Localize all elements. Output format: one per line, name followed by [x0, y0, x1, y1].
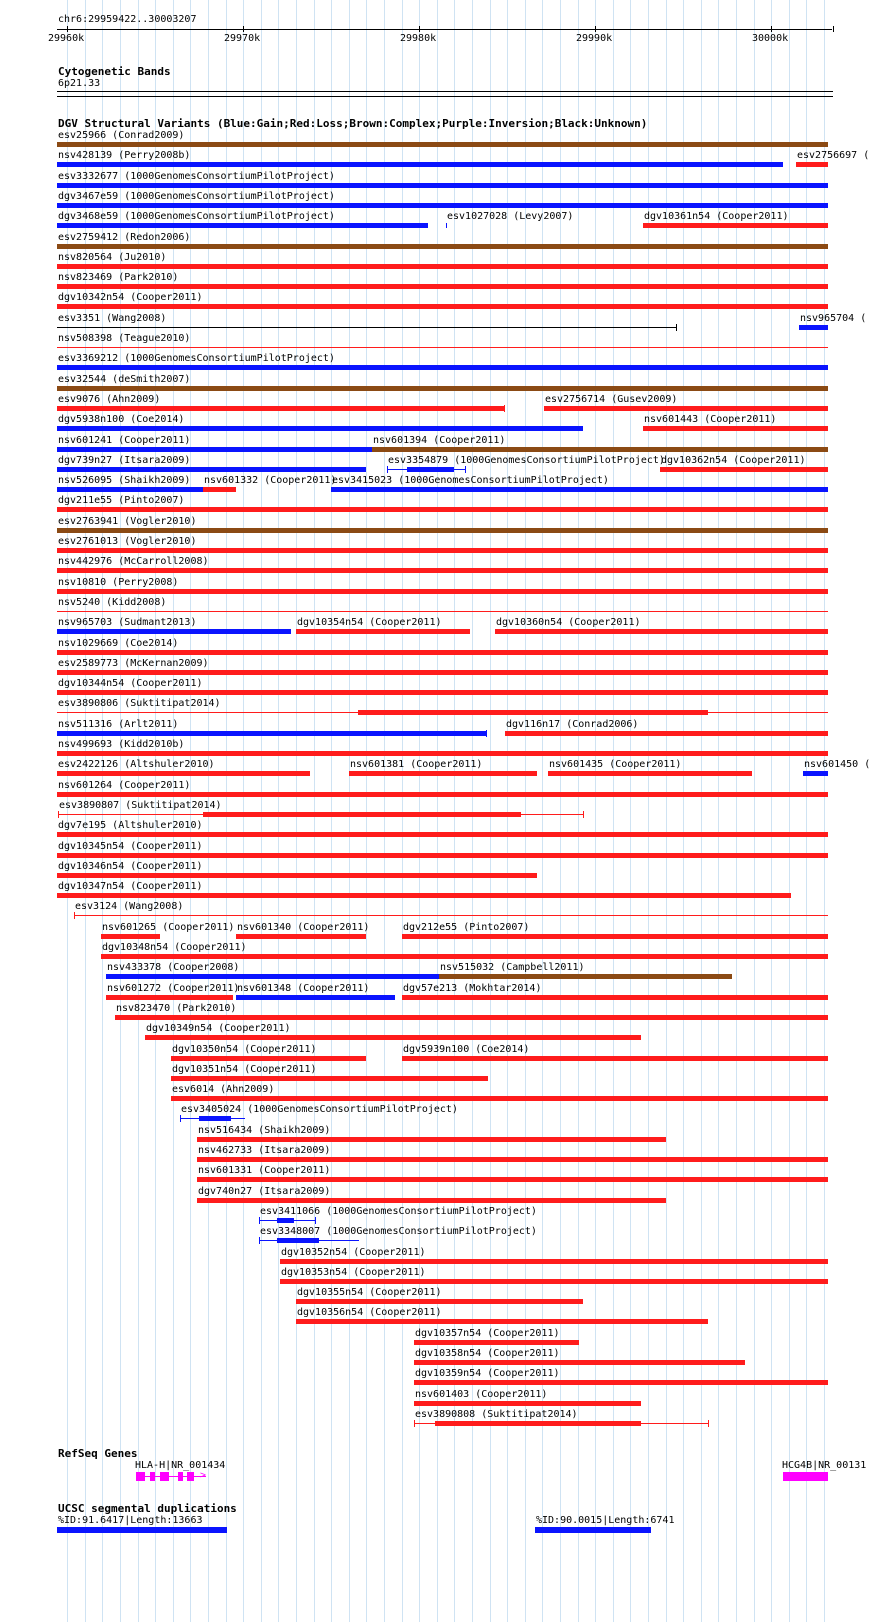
sv-label[interactable]: esv2761013 (Vogler2010) — [58, 536, 197, 547]
sv-end-cap — [583, 811, 584, 818]
sv-bar[interactable] — [197, 1177, 828, 1182]
sv-bar[interactable] — [197, 1157, 828, 1162]
sv-bar[interactable] — [296, 1319, 708, 1324]
sv-label[interactable]: esv3351 (Wang2008) — [58, 313, 167, 324]
sv-label[interactable]: dgv212e55 (Pinto2007) — [403, 922, 530, 933]
sv-label[interactable]: dgv10349n54 (Cooper2011) — [146, 1023, 291, 1034]
ruler-end-tick — [833, 26, 834, 32]
gene-intron-line[interactable] — [136, 1476, 206, 1477]
sv-start-cap — [259, 1237, 260, 1244]
sv-label[interactable]: dgv3468e59 (1000GenomesConsortiumPilotProject) — [58, 211, 335, 222]
sv-label[interactable]: esv3411066 (1000GenomesConsortiumPilotProject) — [260, 1206, 537, 1217]
sv-label[interactable]: esv3124 (Wang2008) — [75, 901, 184, 912]
sv-bar[interactable] — [106, 995, 233, 1000]
ruler-tick — [771, 26, 772, 32]
sv-bar[interactable] — [280, 1279, 828, 1284]
sv-label[interactable]: dgv10356n54 (Cooper2011) — [297, 1307, 442, 1318]
sv-bar[interactable] — [57, 264, 828, 269]
sv-start-cap — [387, 466, 388, 473]
sv-bar[interactable] — [57, 365, 828, 370]
sv-label[interactable]: nsv601272 (Cooper2011) — [107, 983, 240, 994]
sv-bar[interactable] — [57, 447, 372, 452]
sv-bar[interactable] — [439, 974, 732, 979]
sv-label[interactable]: nsv823470 (Park2010) — [116, 1003, 237, 1014]
sv-bar[interactable] — [799, 325, 828, 330]
sv-bar[interactable] — [197, 1137, 666, 1142]
sv-label[interactable]: esv3348007 (1000GenomesConsortiumPilotProject) — [260, 1226, 537, 1237]
ruler-tick-label: 29990k — [576, 33, 613, 44]
sv-bar[interactable] — [57, 183, 828, 188]
ruler-location-label: chr6:29959422..30003207 — [58, 14, 197, 25]
sv-bar[interactable] — [57, 162, 783, 167]
sv-bar[interactable] — [57, 650, 828, 655]
sv-start-cap — [58, 811, 59, 818]
refseq-track-title: RefSeq Genes — [58, 1447, 138, 1460]
sv-label[interactable]: esv32544 (deSmith2007) — [58, 374, 191, 385]
sv-bar[interactable] — [57, 568, 828, 573]
sv-bar[interactable] — [101, 934, 160, 939]
sv-bar[interactable] — [57, 386, 828, 391]
sv-label[interactable]: dgv740n27 (Itsara2009) — [198, 1186, 331, 1197]
sv-label[interactable]: nsv601450 ( — [804, 759, 871, 770]
sv-bar[interactable] — [544, 406, 828, 411]
sv-label[interactable]: dgv10348n54 (Cooper2011) — [102, 942, 247, 953]
sv-label[interactable]: esv3415023 (1000GenomesConsortiumPilotProject) — [332, 475, 609, 486]
sv-bar[interactable] — [57, 487, 203, 492]
segdup-track-title: UCSC segmental duplications — [58, 1502, 237, 1515]
sv-label[interactable]: nsv601394 (Cooper2011) — [373, 435, 506, 446]
sv-end-cap — [486, 730, 487, 737]
sv-bar[interactable] — [296, 1299, 583, 1304]
sv-label[interactable]: esv6014 (Ahn2009) — [172, 1084, 275, 1095]
sv-block[interactable] — [203, 812, 521, 817]
sv-label[interactable]: nsv823469 (Park2010) — [58, 272, 179, 283]
cyto-track-title: Cytogenetic Bands — [58, 65, 171, 78]
gene-exon[interactable] — [783, 1472, 828, 1481]
sv-bar[interactable] — [57, 223, 428, 228]
sv-bar[interactable] — [349, 771, 537, 776]
segdup-label[interactable]: %ID:91.6417|Length:13663 — [58, 1515, 203, 1526]
sv-bar[interactable] — [643, 426, 828, 431]
sv-label[interactable]: esv3405024 (1000GenomesConsortiumPilotProject) — [181, 1104, 458, 1115]
sv-start-cap — [180, 1115, 181, 1122]
sv-bar[interactable] — [197, 1198, 666, 1203]
sv-end-cap — [708, 1420, 709, 1427]
sv-bar[interactable] — [414, 1340, 579, 1345]
sv-bar[interactable] — [236, 934, 366, 939]
sv-label[interactable]: dgv10357n54 (Cooper2011) — [415, 1328, 560, 1339]
sv-label[interactable]: dgv10361n54 (Cooper2011) — [644, 211, 789, 222]
sv-bar[interactable] — [372, 447, 828, 452]
sv-bar[interactable] — [57, 284, 828, 289]
sv-bar[interactable] — [803, 771, 828, 776]
sv-label[interactable]: dgv10355n54 (Cooper2011) — [297, 1287, 442, 1298]
sv-label[interactable]: dgv739n27 (Itsara2009) — [58, 455, 191, 466]
sv-bar[interactable] — [57, 771, 310, 776]
strand-arrow-icon: > — [200, 1470, 207, 1481]
sv-bar[interactable] — [57, 528, 828, 533]
sv-block[interactable] — [358, 710, 708, 715]
sv-bar[interactable] — [57, 670, 828, 675]
sv-block[interactable] — [199, 1116, 231, 1121]
sv-bar[interactable] — [236, 995, 395, 1000]
sv-label[interactable]: dgv10359n54 (Cooper2011) — [415, 1368, 560, 1379]
sv-label[interactable]: esv2756697 ( — [797, 150, 870, 161]
gene-exon[interactable] — [178, 1472, 183, 1481]
gene-exon[interactable] — [187, 1472, 194, 1481]
gene-exon[interactable] — [160, 1472, 169, 1481]
sv-label[interactable]: nsv515032 (Campbell2011) — [440, 962, 585, 973]
sv-label[interactable]: esv2422126 (Altshuler2010) — [58, 759, 215, 770]
sv-bar[interactable] — [446, 223, 447, 228]
sv-label[interactable]: nsv601381 (Cooper2011) — [350, 759, 483, 770]
sv-label[interactable]: dgv10362n54 (Cooper2011) — [661, 455, 806, 466]
sv-bar[interactable] — [57, 548, 828, 553]
ruler-tick-label: 29970k — [224, 33, 261, 44]
segdup-bar[interactable] — [535, 1527, 651, 1533]
sv-label[interactable]: dgv10346n54 (Cooper2011) — [58, 861, 203, 872]
sv-bar[interactable] — [296, 629, 470, 634]
gene-exon[interactable] — [150, 1472, 155, 1481]
sv-label[interactable]: nsv462733 (Itsara2009) — [198, 1145, 331, 1156]
sv-label[interactable]: dgv5939n100 (Coe2014) — [403, 1044, 530, 1055]
sv-bar[interactable] — [643, 223, 828, 228]
sv-label[interactable]: esv3890808 (Suktitipat2014) — [415, 1409, 578, 1420]
sv-label[interactable]: nsv516434 (Shaikh2009) — [198, 1125, 331, 1136]
sv-label[interactable]: dgv10358n54 (Cooper2011) — [415, 1348, 560, 1359]
ruler-tick-label: 29960k — [48, 33, 85, 44]
sv-start-cap — [259, 1217, 260, 1224]
sv-label[interactable]: nsv526095 (Shaikh2009) — [58, 475, 191, 486]
sv-label[interactable]: dgv211e55 (Pinto2007) — [58, 495, 185, 506]
sv-bar[interactable] — [57, 792, 828, 797]
sv-bar[interactable] — [57, 853, 828, 858]
sv-label[interactable]: nsv601264 (Cooper2011) — [58, 780, 191, 791]
sv-bar[interactable] — [280, 1259, 828, 1264]
sv-label[interactable]: nsv1029669 (Coe2014) — [58, 638, 179, 649]
sv-bar[interactable] — [145, 1035, 641, 1040]
sv-bar[interactable] — [505, 731, 828, 736]
sv-label[interactable]: esv9076 (Ahn2009) — [58, 394, 161, 405]
sv-bar[interactable] — [796, 162, 828, 167]
gene-label[interactable]: HLA-H|NR_001434 — [135, 1460, 226, 1471]
sv-label[interactable]: nsv601443 (Cooper2011) — [644, 414, 777, 425]
sv-bar[interactable] — [414, 1380, 828, 1385]
ruler-baseline — [57, 29, 832, 30]
ruler-tick — [243, 26, 244, 32]
sv-label[interactable]: nsv601332 (Cooper2011) — [204, 475, 337, 486]
sv-label[interactable]: dgv116n17 (Conrad2006) — [506, 719, 639, 730]
sv-label[interactable]: nsv10810 (Perry2008) — [58, 577, 179, 588]
sv-start-cap — [74, 912, 75, 919]
sv-end-cap — [504, 405, 505, 412]
sv-bar[interactable] — [57, 244, 828, 249]
sv-bar[interactable] — [57, 751, 828, 756]
sv-bar[interactable] — [57, 406, 504, 411]
ruler-tick — [595, 26, 596, 32]
sv-bar[interactable] — [101, 954, 828, 959]
sv-bar[interactable] — [57, 304, 828, 309]
sv-bar[interactable] — [57, 832, 828, 837]
sv-end-cap — [465, 466, 466, 473]
sv-end-cap — [315, 1217, 316, 1224]
sv-label[interactable]: dgv7e195 (Altshuler2010) — [58, 820, 203, 831]
sv-label[interactable]: dgv5938n100 (Coe2014) — [58, 414, 185, 425]
sv-line[interactable] — [57, 611, 828, 612]
sv-label[interactable]: esv2756714 (Gusev2009) — [545, 394, 678, 405]
sv-block[interactable] — [435, 1421, 641, 1426]
dgv-track-title: DGV Structural Variants (Blue:Gain;Red:Loss;Brown:Complex;Purple:Inversion;Black:Unknown) — [58, 117, 648, 130]
sv-bar[interactable] — [171, 1076, 488, 1081]
sv-bar[interactable] — [57, 629, 291, 634]
sv-bar[interactable] — [57, 507, 828, 512]
sv-label[interactable]: nsv601340 (Cooper2011) — [237, 922, 370, 933]
sv-label[interactable]: nsv820564 (Ju2010) — [58, 252, 167, 263]
ruler-tick-label: 29980k — [400, 33, 437, 44]
sv-label[interactable]: dgv10360n54 (Cooper2011) — [496, 617, 641, 628]
sv-label[interactable]: dgv10354n54 (Cooper2011) — [297, 617, 442, 628]
sv-label[interactable]: esv2759412 (Redon2006) — [58, 232, 191, 243]
sv-bar[interactable] — [57, 873, 537, 878]
sv-label[interactable]: esv3332677 (1000GenomesConsortiumPilotProject) — [58, 171, 335, 182]
sv-label[interactable]: dgv10350n54 (Cooper2011) — [172, 1044, 317, 1055]
sv-bar[interactable] — [495, 629, 828, 634]
sv-bar[interactable] — [57, 142, 828, 147]
cyto-band-bar-top — [57, 91, 833, 92]
sv-bar[interactable] — [331, 487, 828, 492]
sv-bar[interactable] — [402, 1056, 828, 1061]
sv-bar[interactable] — [57, 589, 828, 594]
sv-block[interactable] — [407, 467, 454, 472]
sv-bar[interactable] — [414, 1360, 745, 1365]
sv-label[interactable]: esv3369212 (1000GenomesConsortiumPilotProject) — [58, 353, 335, 364]
segdup-label[interactable]: %ID:90.0015|Length:6741 — [536, 1515, 675, 1526]
ruler-tick-label: 30000k — [752, 33, 789, 44]
sv-label[interactable]: dgv10353n54 (Cooper2011) — [281, 1267, 426, 1278]
sv-block[interactable] — [277, 1218, 294, 1223]
sv-bar[interactable] — [57, 467, 366, 472]
sv-label[interactable]: nsv511316 (Arlt2011) — [58, 719, 179, 730]
ruler-tick — [67, 26, 68, 32]
sv-bar[interactable] — [57, 690, 828, 695]
sv-label[interactable]: nsv428139 (Perry2008b) — [58, 150, 191, 161]
sv-start-cap — [414, 1420, 415, 1427]
sv-bar[interactable] — [171, 1096, 828, 1101]
sv-line[interactable] — [57, 347, 828, 348]
sv-label[interactable]: esv3890807 (Suktitipat2014) — [59, 800, 222, 811]
ruler-tick — [419, 26, 420, 32]
sv-label[interactable]: esv2589773 (McKernan2009) — [58, 658, 209, 669]
sv-bar[interactable] — [106, 974, 439, 979]
sv-bar[interactable] — [660, 467, 828, 472]
sv-label[interactable]: nsv601241 (Cooper2011) — [58, 435, 191, 446]
segdup-bar[interactable] — [57, 1527, 227, 1533]
cyto-band-bar-bottom — [57, 96, 833, 97]
gene-label[interactable]: HCG4B|NR_00131 — [782, 1460, 867, 1471]
sv-label[interactable]: esv3354879 (1000GenomesConsortiumPilotProject) — [388, 455, 665, 466]
sv-bar[interactable] — [115, 1015, 828, 1020]
sv-label[interactable]: dgv10342n54 (Cooper2011) — [58, 292, 203, 303]
sv-label[interactable]: nsv601435 (Cooper2011) — [549, 759, 682, 770]
sv-label[interactable]: nsv433378 (Cooper2008) — [107, 962, 240, 973]
gene-exon[interactable] — [136, 1472, 145, 1481]
sv-bar[interactable] — [171, 1056, 366, 1061]
sv-label[interactable]: nsv601403 (Cooper2011) — [415, 1389, 548, 1400]
sv-label[interactable]: esv1027028 (Levy2007) — [447, 211, 574, 222]
sv-bar[interactable] — [203, 487, 236, 492]
sv-bar[interactable] — [57, 203, 828, 208]
sv-bar[interactable] — [402, 934, 828, 939]
sv-label[interactable]: nsv601348 (Cooper2011) — [237, 983, 370, 994]
sv-label[interactable]: dgv57e213 (Mokhtar2014) — [403, 983, 542, 994]
sv-label[interactable]: esv3890806 (Suktitipat2014) — [58, 698, 221, 709]
sv-label[interactable]: nsv965704 ( — [800, 313, 867, 324]
sv-label[interactable]: dgv10345n54 (Cooper2011) — [58, 841, 203, 852]
sv-label[interactable]: nsv499693 (Kidd2010b) — [58, 739, 185, 750]
sv-label[interactable]: nsv601265 (Cooper2011) — [102, 922, 235, 933]
sv-bar[interactable] — [57, 893, 791, 898]
sv-label[interactable]: dgv10352n54 (Cooper2011) — [281, 1247, 426, 1258]
sv-label[interactable]: nsv508398 (Teague2010) — [58, 333, 191, 344]
sv-label[interactable]: nsv5240 (Kidd2008) — [58, 597, 167, 608]
sv-line[interactable] — [74, 915, 828, 916]
sv-bar[interactable] — [57, 731, 486, 736]
sv-label[interactable]: nsv601331 (Cooper2011) — [198, 1165, 331, 1176]
sv-end-cap — [676, 324, 677, 331]
sv-label[interactable]: dgv10347n54 (Cooper2011) — [58, 881, 203, 892]
sv-bar[interactable] — [414, 1401, 641, 1406]
sv-label[interactable]: esv2763941 (Vogler2010) — [58, 516, 197, 527]
sv-bar[interactable] — [548, 771, 752, 776]
sv-label[interactable]: nsv965703 (Sudmant2013) — [58, 617, 197, 628]
sv-label[interactable]: nsv442976 (McCarroll2008) — [58, 556, 209, 567]
sv-label[interactable]: dgv10351n54 (Cooper2011) — [172, 1064, 317, 1075]
sv-bar[interactable] — [57, 426, 583, 431]
cyto-band-label[interactable]: 6p21.33 — [58, 78, 101, 89]
sv-line[interactable] — [57, 327, 676, 328]
sv-label[interactable]: dgv3467e59 (1000GenomesConsortiumPilotProject) — [58, 191, 335, 202]
sv-block[interactable] — [277, 1238, 319, 1243]
sv-label[interactable]: esv25966 (Conrad2009) — [58, 130, 185, 141]
sv-bar[interactable] — [402, 995, 828, 1000]
sv-label[interactable]: dgv10344n54 (Cooper2011) — [58, 678, 203, 689]
